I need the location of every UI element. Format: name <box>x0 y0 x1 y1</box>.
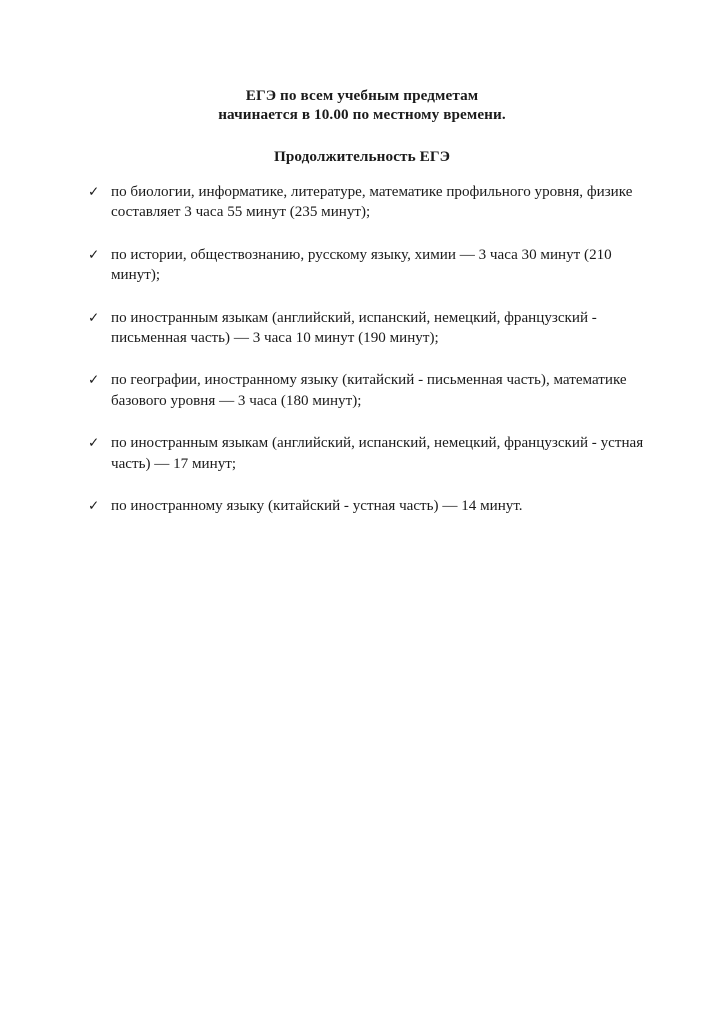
list-item-text: по иностранным языкам (английский, испанский, немецкий, французский - письменная часть) — 3 часа 10 минут (190 минут); <box>111 309 597 347</box>
duration-checklist <box>88 182 663 516</box>
page-title <box>0 86 724 124</box>
checkmark-icon: ✓ <box>88 498 100 515</box>
checkmark-icon: ✓ <box>88 246 100 263</box>
list-item <box>88 433 663 474</box>
list-item <box>88 370 663 411</box>
checkmark-icon: ✓ <box>88 372 100 389</box>
list-item-text: по иностранным языкам (английский, испанский, немецкий, французский - устная часть) — 17 минут; <box>111 435 644 472</box>
list-item-text: по биологии, информатике, литературе, математике профильного уровня, физике составляет 3 часа 55 минут (235 минут); <box>111 184 633 221</box>
section-heading <box>0 147 724 166</box>
list-item-text: по географии, иностранному языку (китайский - письменная часть), математике базового уровня — 3 часа (180 минут); <box>111 372 627 409</box>
list-item <box>88 496 663 516</box>
checkmark-icon: ✓ <box>88 435 100 452</box>
checkmark-icon: ✓ <box>88 309 100 326</box>
list-item-text: по иностранному языку (китайский - устная часть) — 14 минут. <box>111 498 523 515</box>
section-heading-line-1: Продолжительность ЕГЭ <box>273 148 451 165</box>
checkmark-icon: ✓ <box>88 184 100 200</box>
page-title-line-1: ЕГЭ по всем учебным предметам <box>245 87 479 104</box>
list-item <box>88 182 663 223</box>
list-item <box>88 308 663 349</box>
list-item-text: по истории, обществознанию, русскому языку, химии — 3 часа 30 минут (210 минут); <box>111 246 612 284</box>
list-item <box>88 245 663 286</box>
page-title-line-2: начинается в 10.00 по местному времени. <box>218 106 506 123</box>
